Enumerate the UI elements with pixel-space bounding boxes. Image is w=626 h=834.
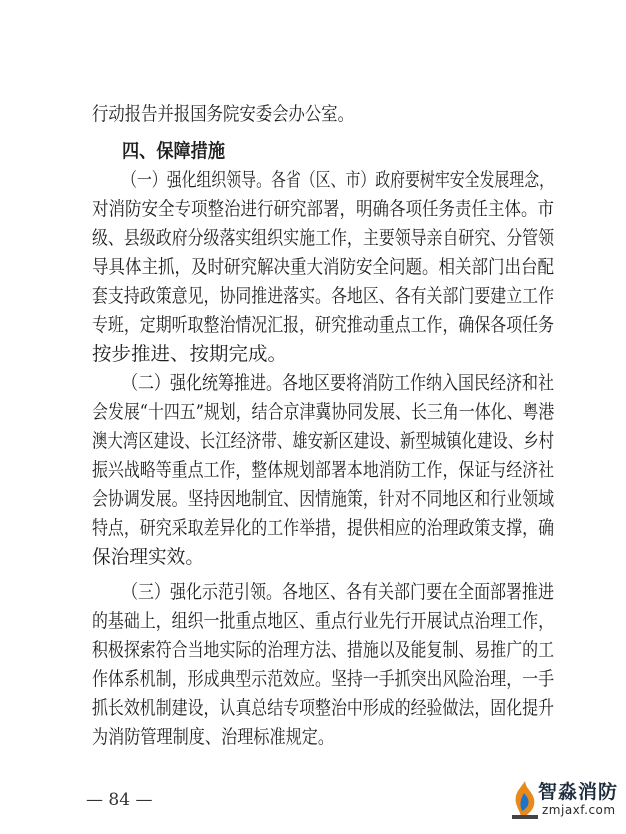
text-line: （二）强化统筹推进。各地区要将消防工作纳入国民经济和社: [122, 372, 555, 394]
text-line: 抓长效机制建设，认真总结专项整治中形成的经验做法，固化提升: [92, 697, 555, 719]
text-line: 按步推进、按期完成。: [92, 343, 288, 365]
text-line: 振兴战略等重点工作，整体规划部署本地消防工作，保证与经济社: [92, 459, 555, 481]
text-line: 积极探索符合当地实际的治理方法、措施以及能复制、易推广的工: [92, 639, 555, 661]
text-line: 作体系机制，形成典型示范效应。坚持一手抓突出风险治理，一手: [92, 668, 555, 690]
watermark-url: zmjaxf.com: [542, 803, 616, 817]
page-number: — 84 —: [86, 790, 153, 810]
text-line: 套支持政策意见，协同推进落实。各地区、各有关部门要建立工作: [92, 285, 555, 307]
watermark: [508, 775, 620, 827]
text-line: 行动报告并报国务院安委会办公室。: [92, 103, 355, 125]
watermark-brand: 智淼消防: [538, 781, 619, 803]
text-line: 专班，定期听取整治情况汇报，研究推动重点工作，确保各项任务: [92, 314, 555, 336]
text-line: 特点，研究采取差异化的工作举措，提供相应的治理政策支撑，确: [92, 517, 555, 539]
text-line: 会协调发展。坚持因地制宜、因情施策，针对不同地区和行业领域: [92, 488, 555, 510]
text-line: 对消防安全专项整治进行研究部署，明确各项任务责任主体。市: [92, 198, 555, 220]
text-line: 的基础上，组织一批重点地区、重点行业先行开展试点治理工作，: [92, 610, 555, 632]
text-line: 澳大湾区建设、长江经济带、雄安新区建设、新型城镇化建设、乡村: [92, 430, 555, 452]
text-line: 导具体主抓，及时研究解决重大消防安全问题。相关部门出台配: [92, 256, 555, 278]
text-line: （三）强化示范引领。各地区、各有关部门要在全面部署推进: [122, 581, 555, 603]
text-line: 为消防管理制度、治理标准规定。: [92, 726, 335, 748]
text-line: 级、县级政府分级落实组织实施工作，主要领导亲自研究、分管领: [92, 227, 555, 249]
flame-logo-icon: [510, 779, 540, 821]
text-line: （一）强化组织领导。各省（区、市）政府要树牢安全发展理念，: [122, 169, 555, 191]
text-line: 会发展“十四五”规划，结合京津冀协同发展、长三角一体化、粤港: [92, 401, 555, 423]
text-line: 保治理实效。: [92, 546, 205, 568]
section-heading: 四、保障措施: [122, 140, 226, 162]
